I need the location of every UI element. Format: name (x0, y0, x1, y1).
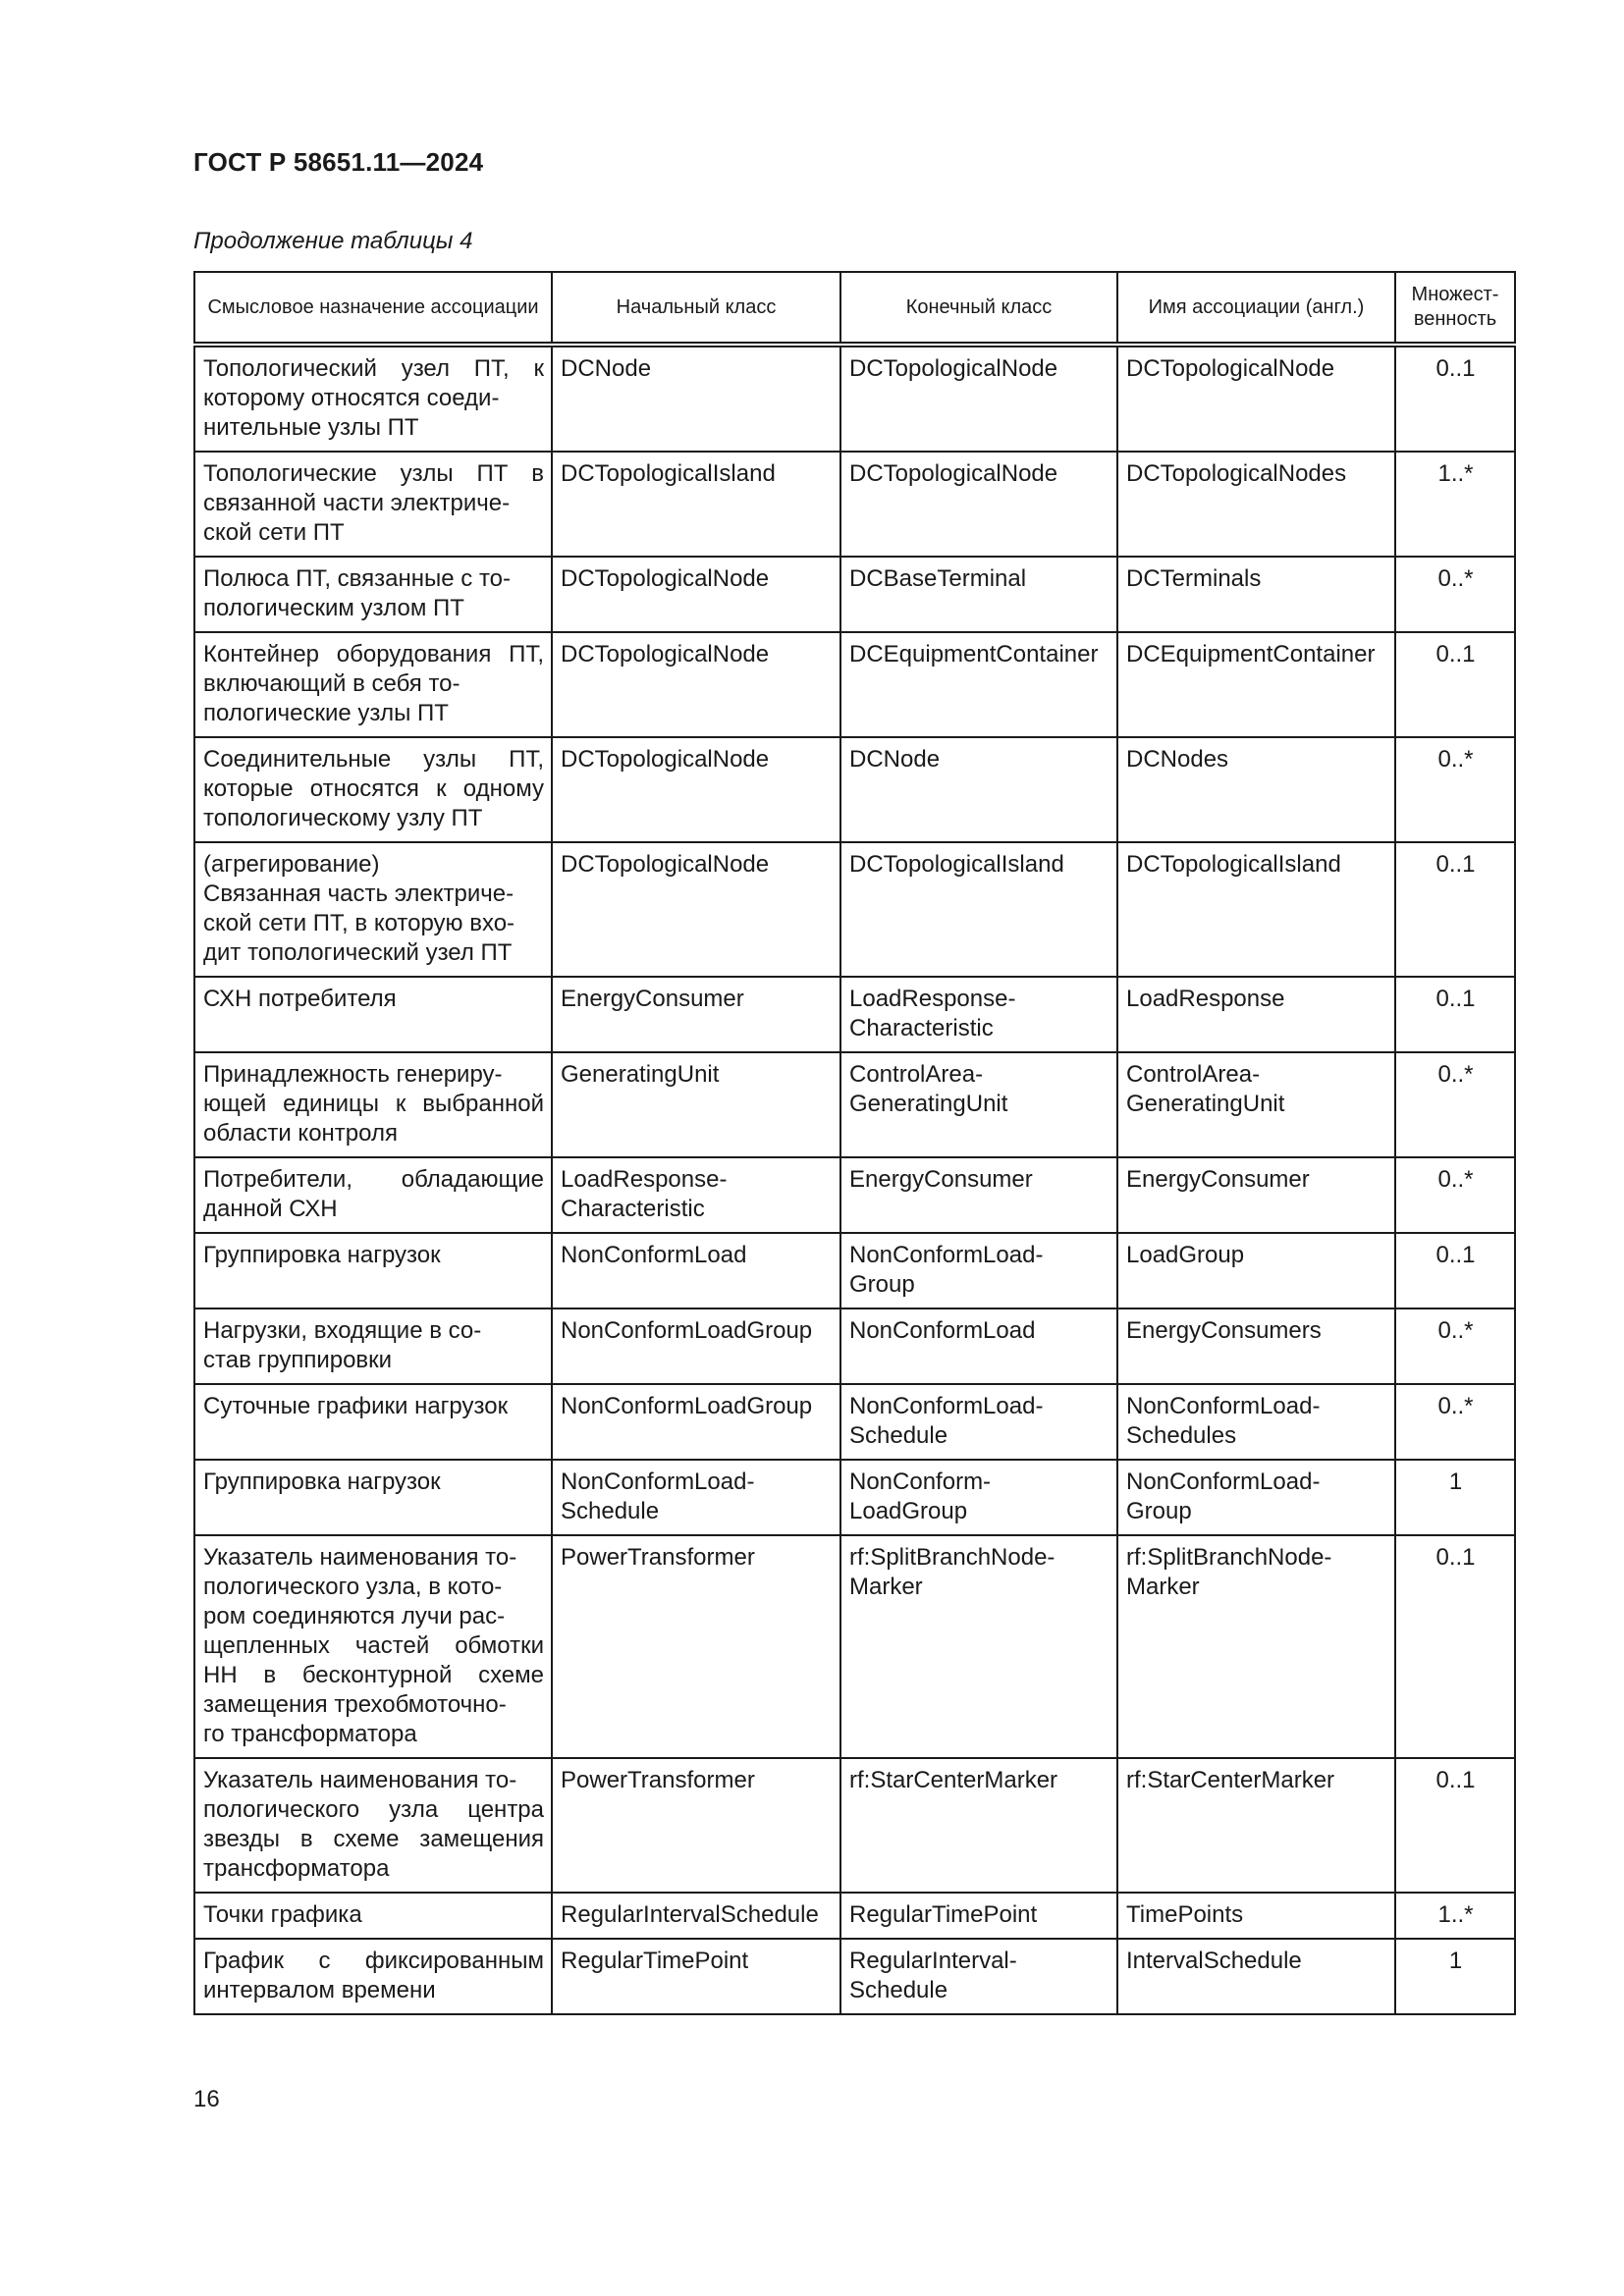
cell-start-class: DCTopologicalNode (552, 557, 840, 632)
cell-start-class: NonConformLoad (552, 1233, 840, 1308)
cell-start-class: EnergyConsumer (552, 977, 840, 1052)
table-row (194, 1308, 1515, 1384)
cell-end-class: LoadResponse- Characteristic (840, 977, 1117, 1052)
cell-end-class: rf:StarCenterMarker (840, 1758, 1117, 1893)
cell-end-class: RegularInterval- Schedule (840, 1939, 1117, 2014)
cell-purpose: Соединительные узлы ПТ, которые относятся к одному топологическому узлу ПТ (194, 737, 552, 842)
table-row (194, 1384, 1515, 1460)
cell-purpose: Группировка нагрузок (194, 1460, 552, 1535)
page-number: 16 (193, 2086, 220, 2112)
cell-end-class: DCNode (840, 737, 1117, 842)
cell-purpose: Указатель наименования то- пологического узла, в кото- ром соединяются лучи рас- щепленных частей обмотки НН в бесконтурной схеме замещения трехобмоточно- го трансформатора (194, 1535, 552, 1758)
cell-association-name: DCEquipmentContainer (1117, 632, 1395, 737)
cell-purpose: Нагрузки, входящие в со- став группировки (194, 1308, 552, 1384)
cell-purpose: (агрегирование) Связанная часть электриче- ской сети ПТ, в которую вхо- дит топологический узел ПТ (194, 842, 552, 977)
column-header-purpose: Смысловое назначение ассоциации (194, 272, 552, 345)
cell-multiplicity: 0..* (1395, 1308, 1515, 1384)
cell-association-name: DCTerminals (1117, 557, 1395, 632)
cell-multiplicity: 0..1 (1395, 345, 1515, 452)
cell-start-class: RegularTimePoint (552, 1939, 840, 2014)
cell-association-name: rf:StarCenterMarker (1117, 1758, 1395, 1893)
document-standard-number: ГОСТ Р 58651.11—2024 (193, 147, 484, 177)
association-table-container (193, 271, 1514, 2015)
cell-purpose: Указатель наименования то- пологического узла центра звезды в схеме замещения трансформатора (194, 1758, 552, 1893)
cell-purpose: СХН потребителя (194, 977, 552, 1052)
cell-multiplicity: 0..* (1395, 1052, 1515, 1157)
table-row (194, 1052, 1515, 1157)
table-row (194, 557, 1515, 632)
table-row (194, 1233, 1515, 1308)
table-row (194, 737, 1515, 842)
cell-start-class: NonConformLoad- Schedule (552, 1460, 840, 1535)
cell-purpose: Суточные графики нагрузок (194, 1384, 552, 1460)
cell-multiplicity: 0..1 (1395, 977, 1515, 1052)
cell-multiplicity: 1 (1395, 1460, 1515, 1535)
cell-association-name: rf:SplitBranchNode- Marker (1117, 1535, 1395, 1758)
cell-purpose: Топологические узлы ПТ в связанной части электриче- ской сети ПТ (194, 452, 552, 557)
table-header-row (194, 272, 1515, 345)
table-caption: Продолжение таблицы 4 (193, 228, 473, 254)
cell-multiplicity: 0..* (1395, 737, 1515, 842)
cell-start-class: PowerTransformer (552, 1535, 840, 1758)
cell-purpose: Принадлежность генериру- ющей единицы к выбранной области контроля (194, 1052, 552, 1157)
cell-multiplicity: 0..1 (1395, 1758, 1515, 1893)
cell-end-class: rf:SplitBranchNode- Marker (840, 1535, 1117, 1758)
cell-start-class: DCNode (552, 345, 840, 452)
cell-multiplicity: 0..1 (1395, 1535, 1515, 1758)
cell-end-class: NonConformLoad- Schedule (840, 1384, 1117, 1460)
cell-end-class: NonConformLoad- Group (840, 1233, 1117, 1308)
column-header-multiplicity: Множест- венность (1395, 272, 1515, 345)
cell-end-class: NonConform- LoadGroup (840, 1460, 1117, 1535)
cell-association-name: EnergyConsumers (1117, 1308, 1395, 1384)
cell-end-class: DCBaseTerminal (840, 557, 1117, 632)
cell-start-class: PowerTransformer (552, 1758, 840, 1893)
cell-multiplicity: 0..1 (1395, 842, 1515, 977)
table-row (194, 345, 1515, 452)
cell-end-class: RegularTimePoint (840, 1893, 1117, 1939)
cell-multiplicity: 0..* (1395, 1384, 1515, 1460)
cell-multiplicity: 0..* (1395, 1157, 1515, 1233)
cell-purpose: Контейнер оборудования ПТ, включающий в себя то- пологические узлы ПТ (194, 632, 552, 737)
table-row (194, 1460, 1515, 1535)
cell-start-class: DCTopologicalNode (552, 737, 840, 842)
cell-association-name: IntervalSchedule (1117, 1939, 1395, 2014)
table-row (194, 1939, 1515, 2014)
cell-start-class: DCTopologicalNode (552, 632, 840, 737)
cell-association-name: DCNodes (1117, 737, 1395, 842)
cell-end-class: DCTopologicalNode (840, 345, 1117, 452)
table-row (194, 977, 1515, 1052)
table-body (194, 345, 1515, 2014)
cell-multiplicity: 1..* (1395, 452, 1515, 557)
table-row (194, 842, 1515, 977)
cell-association-name: DCTopologicalNode (1117, 345, 1395, 452)
cell-multiplicity: 0..1 (1395, 632, 1515, 737)
column-header-start-class: Начальный класс (552, 272, 840, 345)
cell-association-name: NonConformLoad- Schedules (1117, 1384, 1395, 1460)
cell-multiplicity: 1 (1395, 1939, 1515, 2014)
cell-multiplicity: 0..1 (1395, 1233, 1515, 1308)
cell-association-name: DCTopologicalNodes (1117, 452, 1395, 557)
cell-end-class: DCTopologicalIsland (840, 842, 1117, 977)
column-header-end-class: Конечный класс (840, 272, 1117, 345)
cell-start-class: DCTopologicalIsland (552, 452, 840, 557)
cell-association-name: EnergyConsumer (1117, 1157, 1395, 1233)
cell-end-class: ControlArea- GeneratingUnit (840, 1052, 1117, 1157)
cell-association-name: LoadResponse (1117, 977, 1395, 1052)
cell-start-class: GeneratingUnit (552, 1052, 840, 1157)
table-row (194, 632, 1515, 737)
cell-end-class: DCEquipmentContainer (840, 632, 1117, 737)
table-row (194, 1893, 1515, 1939)
cell-start-class: NonConformLoadGroup (552, 1308, 840, 1384)
table-row (194, 452, 1515, 557)
cell-purpose: Точки графика (194, 1893, 552, 1939)
cell-multiplicity: 0..* (1395, 557, 1515, 632)
cell-purpose: Группировка нагрузок (194, 1233, 552, 1308)
cell-association-name: DCTopologicalIsland (1117, 842, 1395, 977)
table-header (194, 272, 1515, 345)
cell-association-name: TimePoints (1117, 1893, 1395, 1939)
cell-purpose: График с фиксированным интервалом времени (194, 1939, 552, 2014)
cell-purpose: Потребители, обладающие данной СХН (194, 1157, 552, 1233)
cell-purpose: Топологический узел ПТ, к которому относятся соеди- нительные узлы ПТ (194, 345, 552, 452)
cell-start-class: LoadResponse- Characteristic (552, 1157, 840, 1233)
cell-end-class: EnergyConsumer (840, 1157, 1117, 1233)
cell-multiplicity: 1..* (1395, 1893, 1515, 1939)
cell-purpose: Полюса ПТ, связанные с то- пологическим узлом ПТ (194, 557, 552, 632)
association-table (193, 271, 1516, 2015)
cell-association-name: LoadGroup (1117, 1233, 1395, 1308)
table-row (194, 1758, 1515, 1893)
table-row (194, 1535, 1515, 1758)
cell-association-name: NonConformLoad- Group (1117, 1460, 1395, 1535)
cell-start-class: NonConformLoadGroup (552, 1384, 840, 1460)
column-header-association-name: Имя ассоциации (англ.) (1117, 272, 1395, 345)
cell-start-class: RegularIntervalSchedule (552, 1893, 840, 1939)
cell-end-class: DCTopologicalNode (840, 452, 1117, 557)
table-row (194, 1157, 1515, 1233)
cell-end-class: NonConformLoad (840, 1308, 1117, 1384)
cell-start-class: DCTopologicalNode (552, 842, 840, 977)
cell-association-name: ControlArea- GeneratingUnit (1117, 1052, 1395, 1157)
